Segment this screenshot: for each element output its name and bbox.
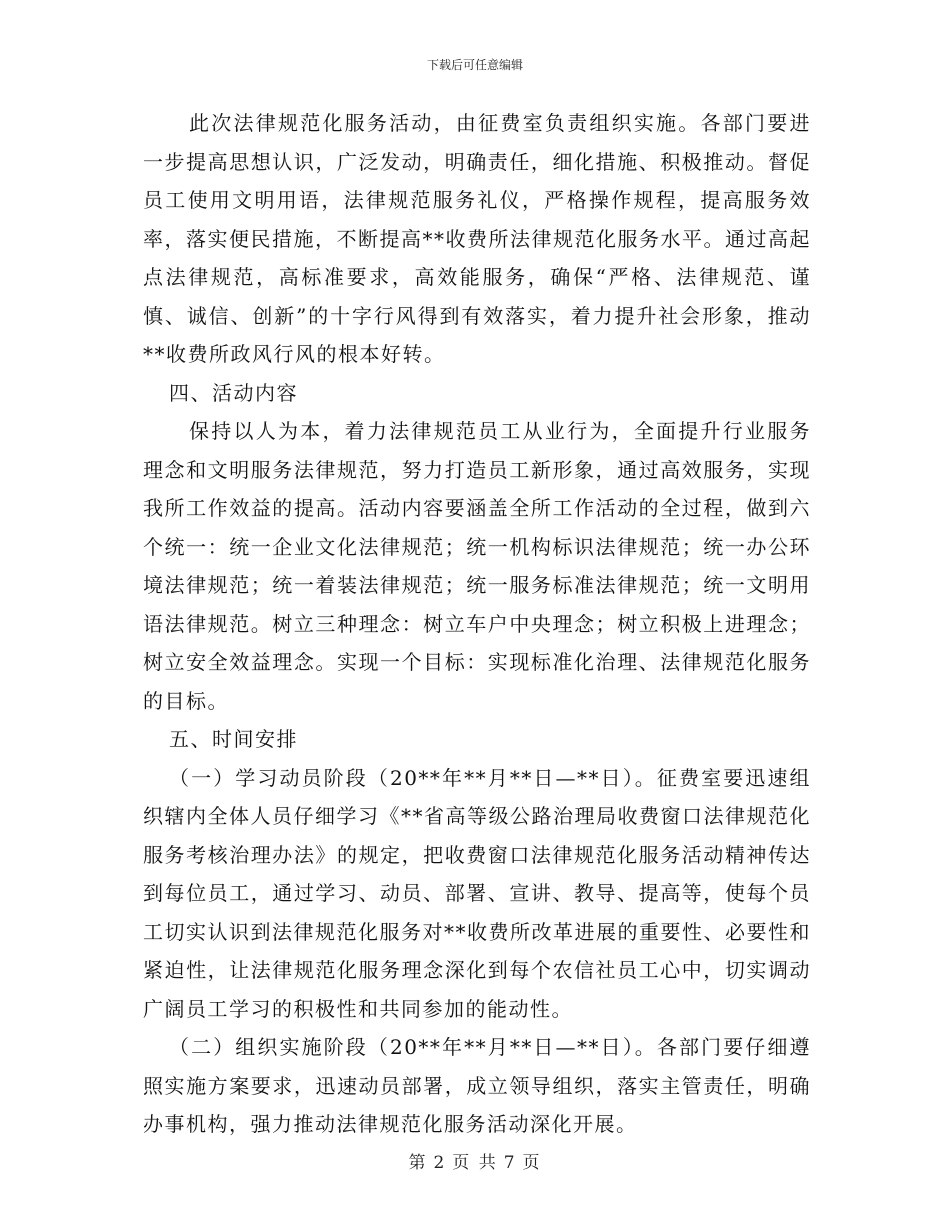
paragraph-activity-content: 保持以人为本，着力法律规范员工从业行为，全面提升行业服务理念和文明服务法律规范，努力打造员工新形象，通过高效服务，实现我所工作效益的提高。活动内容要涵盖全所工作活动的全过程，做到六个统一：统一企业文化法律规范；统一机构标识法律规范；统一办公环境法律规范；统一着装法律规范；统一服务标准法律规范；统一文明用语法律规范。树立三种理念：树立车户中央理念；树立积极上进理念；树立安全效益理念。实现一个目标：实现标准化治理、法律规范化服务的目标。 [143,419,811,713]
document-body [143,104,811,1144]
section-heading-activity-content: 四、活动内容 [169,380,298,405]
page-number: 2 [433,1153,447,1173]
footer-suffix: 页 [522,1153,542,1173]
header-note: 下载后可任意编辑 [426,58,523,72]
footer-mid: 页 共 [452,1153,498,1173]
paragraph-stage-one: （一）学习动员阶段（20**年**月**日—**日）。征费室要迅速组织辖内全体人员仔细学习《**省高等级公路治理局收费窗口法律规范化服务考核治理办法》的规定，把收费窗口法律规范化服务活动精神传达到每位员工，通过学习、动员、部署、宣讲、教导、提高等，使每个员工切实认识到法律规范化服务对**收费所改革进展的重要性、必要性和紧迫性，让法律规范化服务理念深化到每个农信社员工心中，切实调动广阔员工学习的积极性和共同参加的能动性。 [143,765,811,1021]
paragraph-stage-two: （二）组织实施阶段（20**年**月**日—**日）。各部门要仔细遵照实施方案要求，迅速动员部署，成立领导组织，落实主管责任，明确办事机构，强力推动法律规范化服务活动深化开展。 [143,1035,811,1136]
page-footer [0,1148,950,1173]
paragraph-implementation: 此次法律规范化服务活动，由征费室负责组织实施。各部门要进一步提高思想认识，广泛发动，明确责任，细化措施、积极推动。督促员工使用文明用语，法律规范服务礼仪，严格操作规程，提高服务效率，落实便民措施，不断提高**收费所法律规范化服务水平。通过高起点法律规范，高标准要求，高效能服务，确保“严格、法律规范、谨慎、诚信、创新”的十字行风得到有效落实，着力提升社会形象，推动**收费所政风行风的根本好转。 [143,111,811,366]
footer-prefix: 第 [408,1153,428,1173]
page-total: 7 [503,1153,517,1173]
section-heading-schedule: 五、时间安排 [169,727,298,751]
